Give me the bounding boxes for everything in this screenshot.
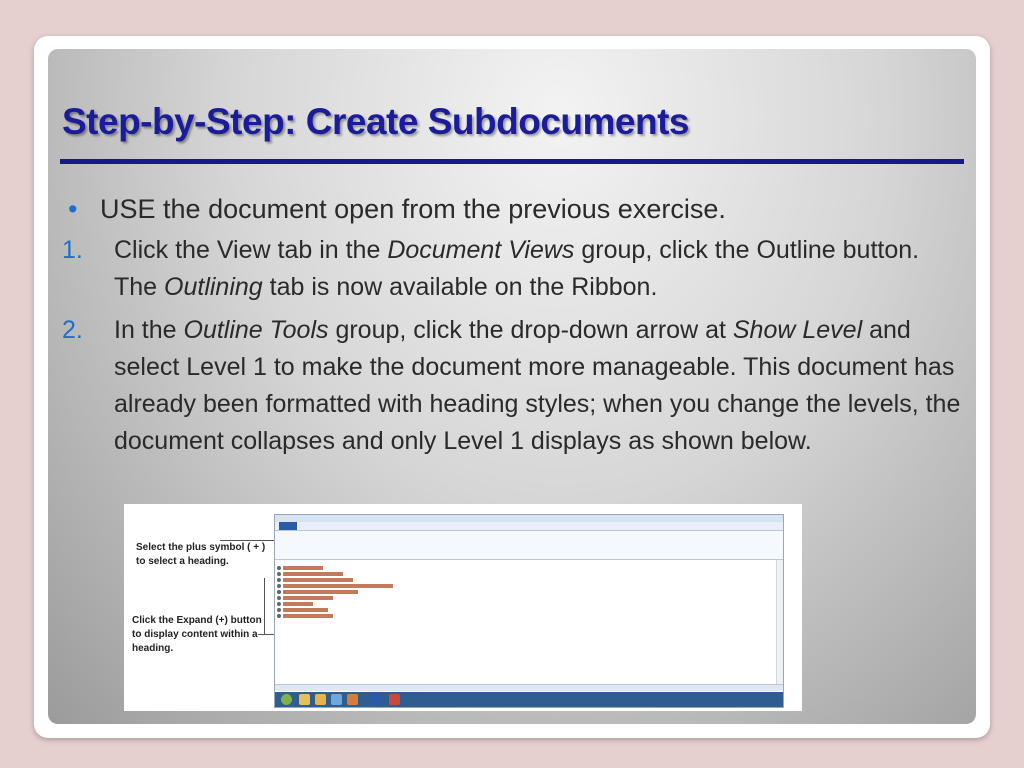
- step-text-segment: Outline Tools: [183, 316, 329, 344]
- word-outline-view: [275, 560, 783, 678]
- step-item: [62, 312, 962, 460]
- step-number: 2.: [62, 316, 83, 344]
- slide: [48, 49, 976, 724]
- step-text-segment: Document Views: [387, 236, 575, 264]
- step-text-segment: In the: [114, 316, 184, 344]
- step-text-segment: Click the: [114, 236, 217, 264]
- word-window-image: [274, 514, 784, 708]
- embedded-screenshot: [124, 504, 802, 711]
- step-text-segment: and select: [114, 316, 911, 381]
- word-scrollbar: [776, 560, 783, 685]
- title-underline: [60, 159, 964, 164]
- step-text-segment: group, click the: [574, 236, 757, 264]
- step-text-segment: button. The: [114, 236, 920, 301]
- step-text-segment: to make the document more manageable. This document has already been formatted with heading styles; when you change the levels, the document collapses and only Level 1 displays as shown below.: [114, 353, 961, 455]
- step-text-segment: at: [698, 316, 733, 344]
- use-bullet: [62, 191, 962, 228]
- steps-list: [62, 232, 962, 460]
- word-ribbon-tabs: [275, 522, 783, 531]
- use-text: the document open from the previous exercise.: [155, 194, 726, 224]
- word-titlebar: [275, 515, 783, 522]
- callout-connector: [264, 578, 265, 634]
- step-text-segment: tab in the: [270, 236, 388, 264]
- slide-body: [62, 191, 962, 466]
- bullet-dot-icon: •: [68, 194, 78, 224]
- step-text-segment: Outlining: [164, 273, 263, 301]
- step-text-segment: group, click the: [328, 316, 511, 344]
- plus-symbol-callout: Select the plus symbol ( + ) to select a heading.: [136, 542, 266, 567]
- step-number: 1.: [62, 236, 83, 264]
- step-text-segment: tab is now available on the Ribbon.: [262, 273, 658, 301]
- windows-taskbar: [275, 692, 783, 707]
- step-text-segment: Level 1: [186, 353, 267, 381]
- step-text-segment: View: [216, 236, 271, 264]
- word-ribbon: [275, 531, 783, 560]
- expand-button-callout: Click the Expand (+) button to display content within a heading.: [132, 615, 262, 654]
- callout-connector: [220, 540, 280, 541]
- step-item: [62, 232, 962, 306]
- word-statusbar: [275, 684, 783, 691]
- step-text-segment: Show Level: [732, 316, 863, 344]
- slide-title: Step-by-Step: Create Subdocuments: [62, 101, 689, 142]
- file-tab: [279, 522, 297, 530]
- use-keyword: USE: [100, 194, 156, 224]
- step-text-segment: drop-down arrow: [510, 316, 699, 344]
- step-text-segment: Outline: [756, 236, 836, 264]
